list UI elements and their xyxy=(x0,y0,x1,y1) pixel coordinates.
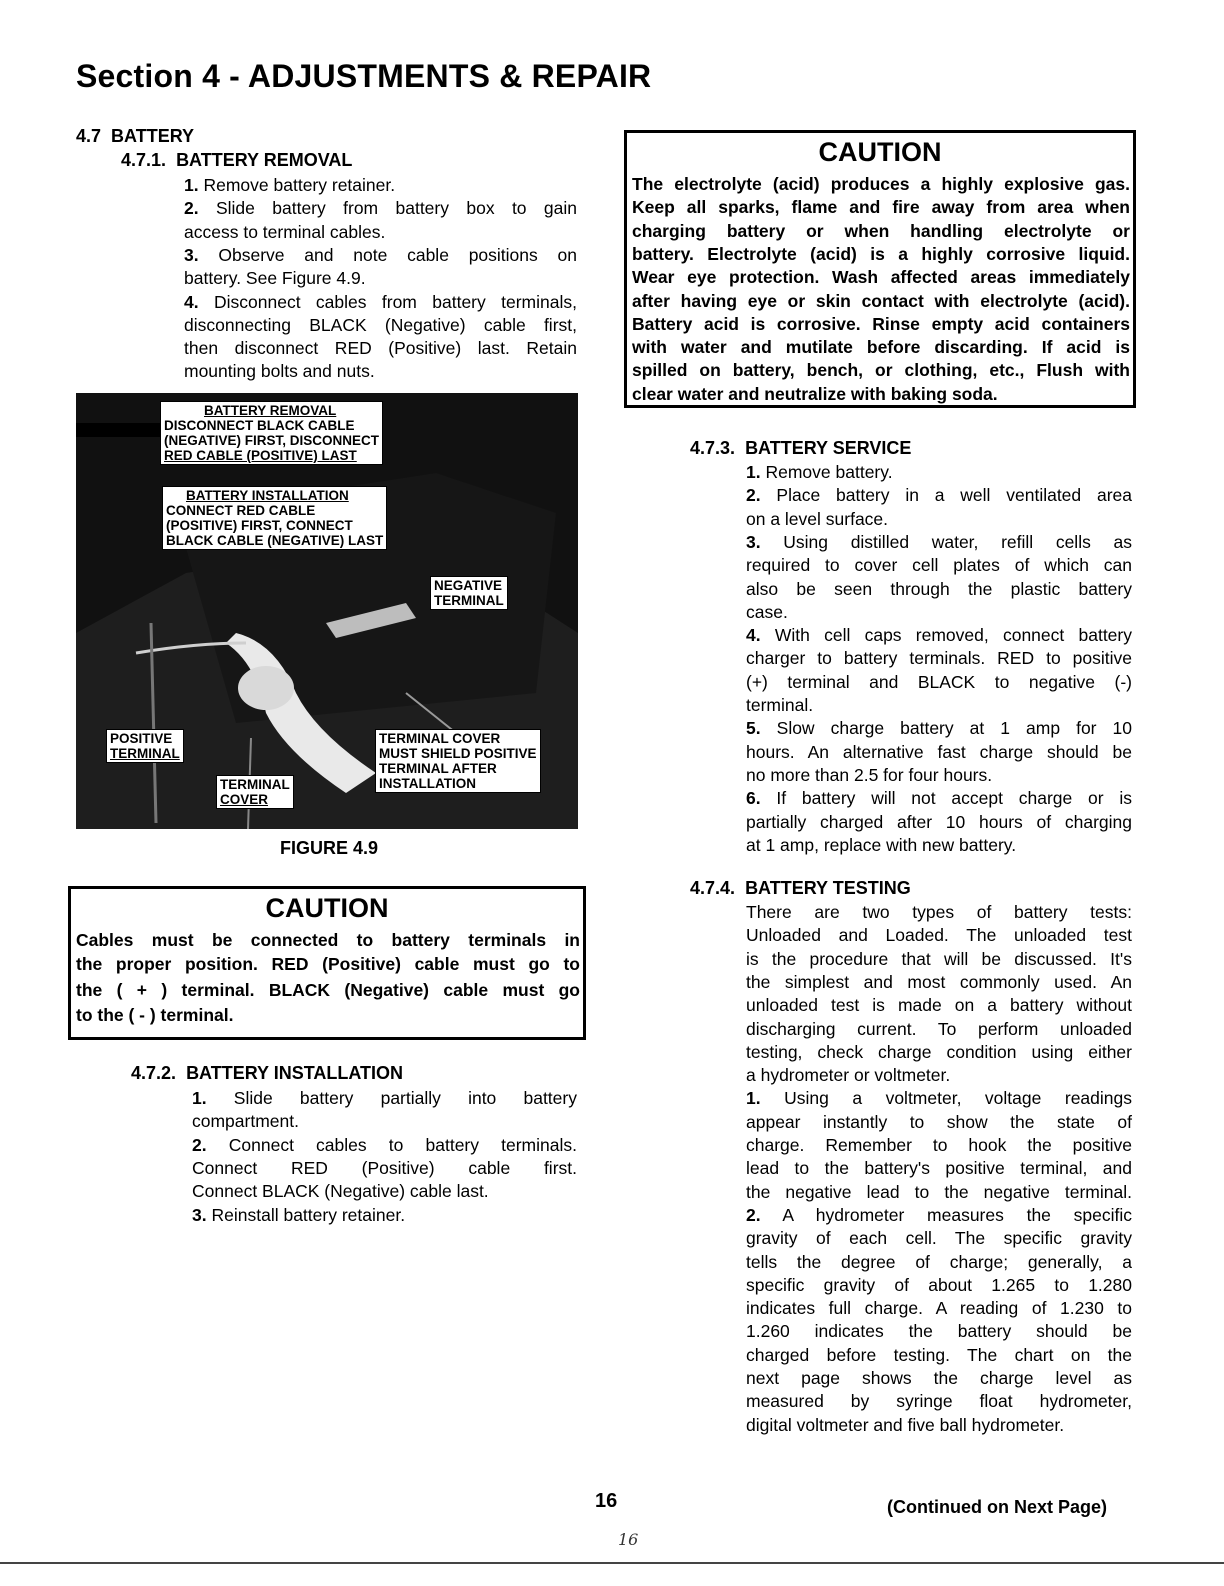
step-text: compartment. xyxy=(192,1111,299,1132)
step-number: 2. xyxy=(746,1204,761,1225)
label-install-line: (POSITIVE) FIRST, CONNECT xyxy=(166,518,353,533)
step-text: charger to battery terminals. RED to positive xyxy=(746,648,1132,669)
step-number: 2. xyxy=(192,1134,207,1155)
step-line xyxy=(746,1227,1132,1250)
step-text: access to terminal cables. xyxy=(184,221,386,242)
step-text: at 1 amp, replace with new battery. xyxy=(746,834,1017,855)
step-line xyxy=(746,901,1132,924)
step-text: testing, check charge condition using either xyxy=(746,1041,1132,1062)
step-line xyxy=(746,1134,1132,1157)
step-line xyxy=(746,1344,1132,1367)
step-line xyxy=(746,601,1132,624)
step-line xyxy=(184,360,577,383)
label-removal-line: RED CABLE (POSITIVE) LAST xyxy=(164,448,357,463)
step-number: 5. xyxy=(746,718,761,739)
testing-heading-number: 4.7.4. xyxy=(690,878,736,898)
step-text: mounting bolts and nuts. xyxy=(184,361,375,382)
step-text: Observe and note cable positions on xyxy=(218,244,577,265)
removal-heading xyxy=(121,150,352,171)
step-line xyxy=(184,221,577,244)
label-positive-terminal xyxy=(106,729,184,763)
step-text: There are two types of battery tests: xyxy=(746,902,1132,922)
step-line xyxy=(746,508,1132,531)
step-line xyxy=(184,244,577,267)
service-heading xyxy=(690,438,911,459)
step-line xyxy=(746,787,1132,810)
step-text: 1.260 indicates the battery should be xyxy=(746,1321,1132,1342)
label-install-title: BATTERY INSTALLATION xyxy=(186,488,349,503)
step-line xyxy=(746,484,1132,507)
step-text: then disconnect RED (Positive) last. Retain xyxy=(184,338,577,359)
step-text: case. xyxy=(746,601,788,622)
caution-line: spilled on battery, bench, or clothing, etc., Flush with xyxy=(632,360,1130,381)
step-text: appear instantly to show the state of xyxy=(746,1111,1132,1132)
step-number: 2. xyxy=(746,485,761,506)
step-text: required to cover cell plates of which can xyxy=(746,555,1132,576)
step-text: the simplest and most commonly used. An xyxy=(746,971,1132,992)
step-line xyxy=(192,1157,577,1180)
step-line xyxy=(184,291,577,314)
footer-rule xyxy=(0,1562,1224,1564)
label-battery-installation xyxy=(162,486,387,550)
step-text: With cell caps removed, connect battery xyxy=(774,625,1132,646)
step-line xyxy=(746,834,1132,857)
label-positive-line: TERMINAL xyxy=(110,746,180,761)
step-text: Slow charge battery at 1 amp for 10 xyxy=(776,718,1132,739)
step-text: (+) terminal and BLACK to negative (-) xyxy=(746,671,1132,692)
step-text: next page shows the charge level as xyxy=(746,1368,1132,1388)
step-text: battery. See Figure 4.9. xyxy=(184,268,366,289)
step-line xyxy=(746,741,1132,764)
step-text: indicates full charge. A reading of 1.230 to xyxy=(746,1298,1132,1319)
step-line xyxy=(746,717,1132,740)
label-removal-line: DISCONNECT BLACK CABLE xyxy=(164,418,355,433)
step-text: partially charged after 10 hours of charging xyxy=(746,811,1132,832)
label-removal-line: (NEGATIVE) FIRST, DISCONNECT xyxy=(164,433,380,448)
step-line xyxy=(746,694,1132,717)
caution-line: after having eye or skin contact with electrolyte (acid). xyxy=(632,290,1130,311)
step-line xyxy=(746,994,1132,1017)
caution-line: Cables must be connected to battery terminals in xyxy=(76,930,580,950)
step-line xyxy=(192,1110,577,1133)
step-text: no more than 2.5 for four hours. xyxy=(746,764,993,785)
service-heading-label: BATTERY SERVICE xyxy=(745,438,912,458)
step-number: 4. xyxy=(184,291,199,312)
label-negative-line: NEGATIVE xyxy=(434,578,503,593)
step-number: 1. xyxy=(184,175,199,195)
label-removal-title: BATTERY REMOVAL xyxy=(204,403,337,418)
continued-note: (Continued on Next Page) xyxy=(887,1497,1107,1517)
step-text: a hydrometer or voltmeter. xyxy=(746,1065,951,1086)
installation-heading xyxy=(131,1063,403,1084)
step-text: hours. An alternative fast charge should be xyxy=(746,741,1132,762)
step-text: lead to the battery's positive terminal, and xyxy=(746,1158,1132,1179)
installation-heading-number: 4.7.2. xyxy=(131,1063,177,1083)
step-text: Slide battery from battery box to gain xyxy=(215,198,577,219)
step-line xyxy=(746,531,1132,554)
caution-line: battery. Electrolyte (acid) is a highly corrosive liquid. xyxy=(632,243,1130,264)
step-text: charge. Remember to hook the positive xyxy=(746,1135,1132,1155)
step-text: If battery will not accept charge or is xyxy=(776,788,1132,809)
service-heading-number: 4.7.3. xyxy=(690,438,736,458)
label-battery-removal xyxy=(160,401,383,465)
label-negative-line: TERMINAL xyxy=(434,593,504,608)
label-shield-line: INSTALLATION xyxy=(379,776,476,791)
step-line xyxy=(746,1297,1132,1320)
label-install-line: BLACK CABLE (NEGATIVE) LAST xyxy=(166,533,384,548)
step-text: also be seen through the plastic battery xyxy=(746,578,1132,599)
label-shield-line: TERMINAL AFTER xyxy=(379,761,497,776)
caution-line: to the ( - ) terminal. xyxy=(76,1005,234,1025)
step-line xyxy=(746,1251,1132,1274)
step-text: Connect cables to battery terminals. xyxy=(228,1134,577,1155)
step-text: Using distilled water, refill cells as xyxy=(783,531,1132,552)
label-cover-line: COVER xyxy=(220,792,269,807)
battery-heading xyxy=(76,126,194,147)
caution-line: with water and mutilate before discarding. If acid is xyxy=(632,337,1130,358)
step-text: Connect RED (Positive) cable first. xyxy=(192,1157,577,1178)
step-number: 1. xyxy=(746,462,761,482)
step-line xyxy=(746,461,1132,484)
caution-line: Wear eye protection. Wash affected areas immediately xyxy=(632,267,1130,288)
caution-box-electrolyte xyxy=(624,130,1136,408)
step-number: 1. xyxy=(746,1088,761,1109)
step-line xyxy=(184,197,577,220)
step-text: Remove battery. xyxy=(765,462,893,482)
step-text: digital voltmeter and five ball hydrometer. xyxy=(746,1414,1065,1435)
step-line xyxy=(746,811,1132,834)
step-line xyxy=(746,624,1132,647)
step-line xyxy=(746,1111,1132,1134)
step-number: 3. xyxy=(192,1204,207,1225)
step-line xyxy=(746,924,1132,947)
caution-line: Keep all sparks, flame and fire away from area when xyxy=(632,197,1130,218)
step-text: specific gravity of about 1.265 to 1.280 xyxy=(746,1274,1132,1295)
caution-line: the proper position. RED (Positive) cable must go to xyxy=(76,954,580,974)
step-line xyxy=(746,1157,1132,1180)
step-text: Place battery in a well ventilated area xyxy=(776,485,1132,506)
testing-heading-label: BATTERY TESTING xyxy=(745,878,911,898)
figure-photo xyxy=(76,393,578,829)
step-text: Slide battery partially into battery xyxy=(233,1088,577,1108)
label-positive-line: POSITIVE xyxy=(110,731,173,746)
step-line xyxy=(184,337,577,360)
step-line xyxy=(192,1204,577,1227)
step-line xyxy=(746,1087,1132,1110)
step-line xyxy=(192,1180,577,1203)
step-line xyxy=(192,1134,577,1157)
step-text: disconnecting BLACK (Negative) cable first, xyxy=(184,314,577,335)
step-line xyxy=(746,1181,1132,1204)
step-line xyxy=(746,1204,1132,1227)
label-terminal-cover xyxy=(216,775,294,809)
step-line xyxy=(746,1414,1132,1437)
handwritten-page-mark: 16 xyxy=(618,1530,639,1549)
step-text: discharging current. To perform unloaded xyxy=(746,1018,1132,1039)
figure-caption: FIGURE 4.9 xyxy=(280,838,379,858)
step-number: 3. xyxy=(746,531,761,552)
step-number: 4. xyxy=(746,625,761,646)
step-text: on a level surface. xyxy=(746,508,889,529)
step-text: the negative lead to the negative terminal. xyxy=(746,1181,1132,1202)
step-line xyxy=(746,1064,1132,1087)
step-text: Remove battery retainer. xyxy=(203,175,396,195)
step-line xyxy=(184,174,577,197)
label-shield-line: TERMINAL COVER xyxy=(379,731,501,746)
testing-heading xyxy=(690,878,911,899)
label-shield-line: MUST SHIELD POSITIVE xyxy=(379,746,537,761)
step-text: unloaded test is made on a battery without xyxy=(746,995,1132,1016)
caution-title: CAUTION xyxy=(265,893,389,923)
step-text: Disconnect cables from battery terminals, xyxy=(213,291,577,312)
step-line xyxy=(746,764,1132,787)
step-line xyxy=(746,671,1132,694)
step-text: terminal. xyxy=(746,695,814,715)
step-line xyxy=(746,554,1132,577)
caution-box-cables xyxy=(68,886,586,1040)
step-line xyxy=(746,1367,1132,1390)
step-text: Using a voltmeter, voltage readings xyxy=(784,1088,1132,1109)
caution-line: clear water and neutralize with baking soda. xyxy=(632,383,998,404)
step-line xyxy=(746,1320,1132,1343)
step-line xyxy=(184,267,577,290)
step-number: 3. xyxy=(184,244,199,265)
step-text: Unloaded and Loaded. The unloaded test xyxy=(746,925,1132,946)
label-cover-shield xyxy=(375,729,541,793)
step-text: tells the degree of charge; generally, a xyxy=(746,1251,1132,1272)
step-text: charged before testing. The chart on the xyxy=(746,1344,1132,1365)
caution-line: charging battery or when handling electrolyte or xyxy=(632,220,1130,241)
installation-heading-label: BATTERY INSTALLATION xyxy=(186,1063,404,1083)
caution-line: The electrolyte (acid) produces a highly explosive gas. xyxy=(632,174,1130,194)
step-text: A hydrometer measures the specific xyxy=(782,1204,1132,1225)
label-cover-line: TERMINAL xyxy=(220,777,290,792)
caution-line: the ( + ) terminal. BLACK (Negative) cable must go xyxy=(76,980,580,1000)
step-number: 1. xyxy=(192,1088,207,1108)
step-line xyxy=(746,1018,1132,1041)
step-line xyxy=(746,1041,1132,1064)
step-text: Connect BLACK (Negative) cable last. xyxy=(192,1181,489,1202)
section-title: Section 4 - ADJUSTMENTS & REPAIR xyxy=(76,58,652,94)
label-negative-terminal xyxy=(430,576,508,610)
step-line xyxy=(184,314,577,337)
step-line xyxy=(746,948,1132,971)
label-install-line: CONNECT RED CABLE xyxy=(166,503,316,518)
step-text: measured by syringe float hydrometer, xyxy=(746,1391,1132,1412)
battery-heading-label: BATTERY xyxy=(111,126,195,146)
caution-line: Battery acid is corrosive. Rinse empty acid containers xyxy=(632,313,1130,334)
step-line xyxy=(746,1390,1132,1413)
step-text: Reinstall battery retainer. xyxy=(211,1204,406,1225)
step-line xyxy=(746,1274,1132,1297)
step-line xyxy=(746,647,1132,670)
step-line xyxy=(746,578,1132,601)
step-line xyxy=(192,1087,577,1110)
step-number: 6. xyxy=(746,788,761,809)
removal-heading-label: BATTERY REMOVAL xyxy=(176,150,353,170)
battery-heading-number: 4.7 xyxy=(76,126,102,146)
step-text: is the procedure that will be discussed. It's xyxy=(746,948,1132,969)
page-number: 16 xyxy=(595,1490,618,1512)
step-text: gravity of each cell. The specific gravity xyxy=(746,1228,1132,1249)
removal-heading-number: 4.7.1. xyxy=(121,150,167,170)
step-number: 2. xyxy=(184,198,199,219)
step-line xyxy=(746,971,1132,994)
caution-title: CAUTION xyxy=(818,137,942,167)
